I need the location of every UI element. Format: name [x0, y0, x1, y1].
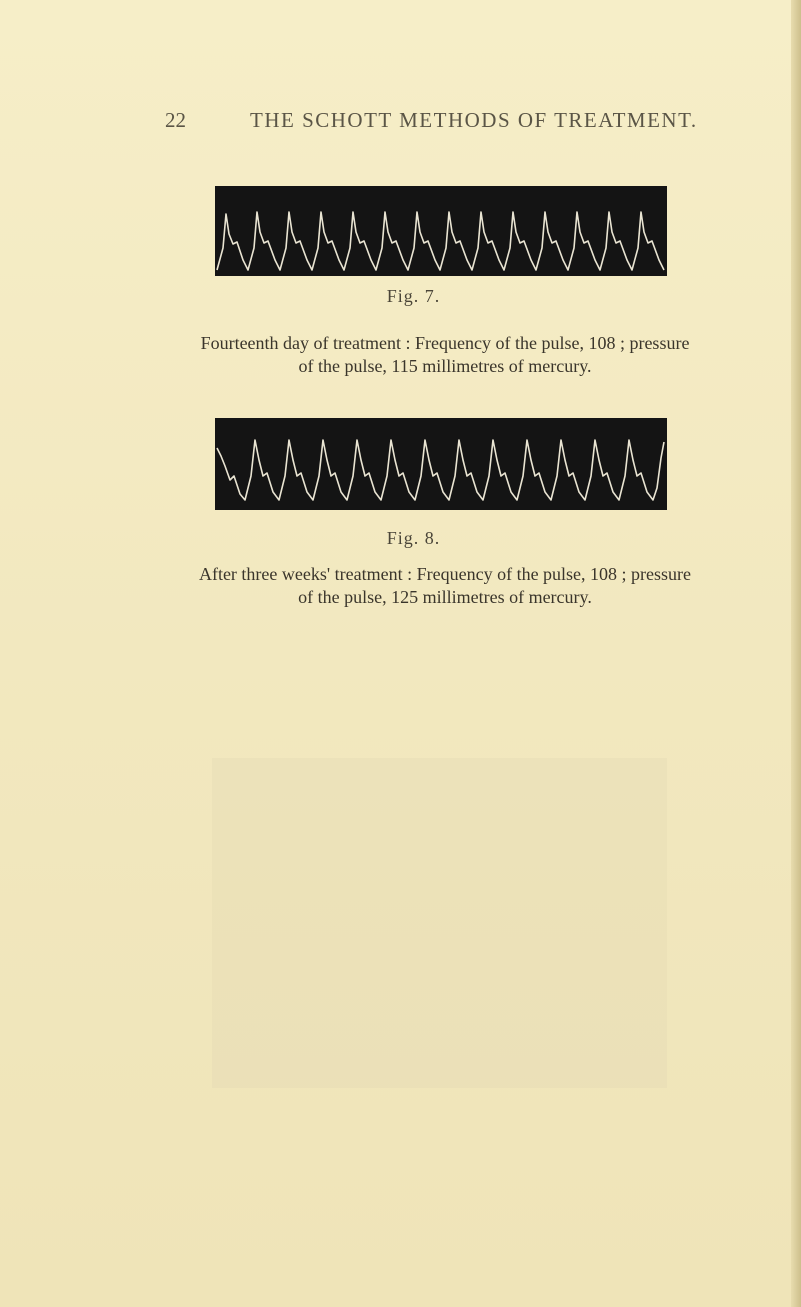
figure-8-sphygmogram: [215, 418, 667, 510]
figure-8-trace-line: [217, 440, 664, 500]
page-number: 22: [165, 108, 186, 132]
figure-8-caption-line-2: of the pulse, 125 millimetres of mercury.: [298, 587, 592, 607]
running-title: THE SCHOTT METHODS OF TREATMENT.: [250, 108, 698, 132]
figure-8-pulse-trace: [215, 418, 667, 510]
figure-7-caption: [160, 332, 730, 378]
figure-8-caption: [160, 563, 730, 609]
figure-7-label: Fig. 7.: [386, 286, 441, 306]
page-edge: [791, 0, 801, 1307]
figure-7-caption-line-1: Fourteenth day of treatment : Frequency of the pulse, 108 ; pressure: [200, 333, 690, 353]
figure-7-trace-line: [217, 212, 664, 270]
figure-8-caption-line-1: After three weeks' treatment : Frequency of the pulse, 108 ; pressure: [198, 564, 692, 584]
running-header: [0, 108, 801, 138]
figure-7-pulse-trace: [215, 186, 667, 276]
figure-7-caption-line-2: of the pulse, 115 millimetres of mercury.: [298, 356, 592, 376]
figure-7-sphygmogram: [215, 186, 667, 276]
figure-8-label: Fig. 8.: [386, 528, 441, 548]
show-through-shadow: [212, 758, 667, 1088]
